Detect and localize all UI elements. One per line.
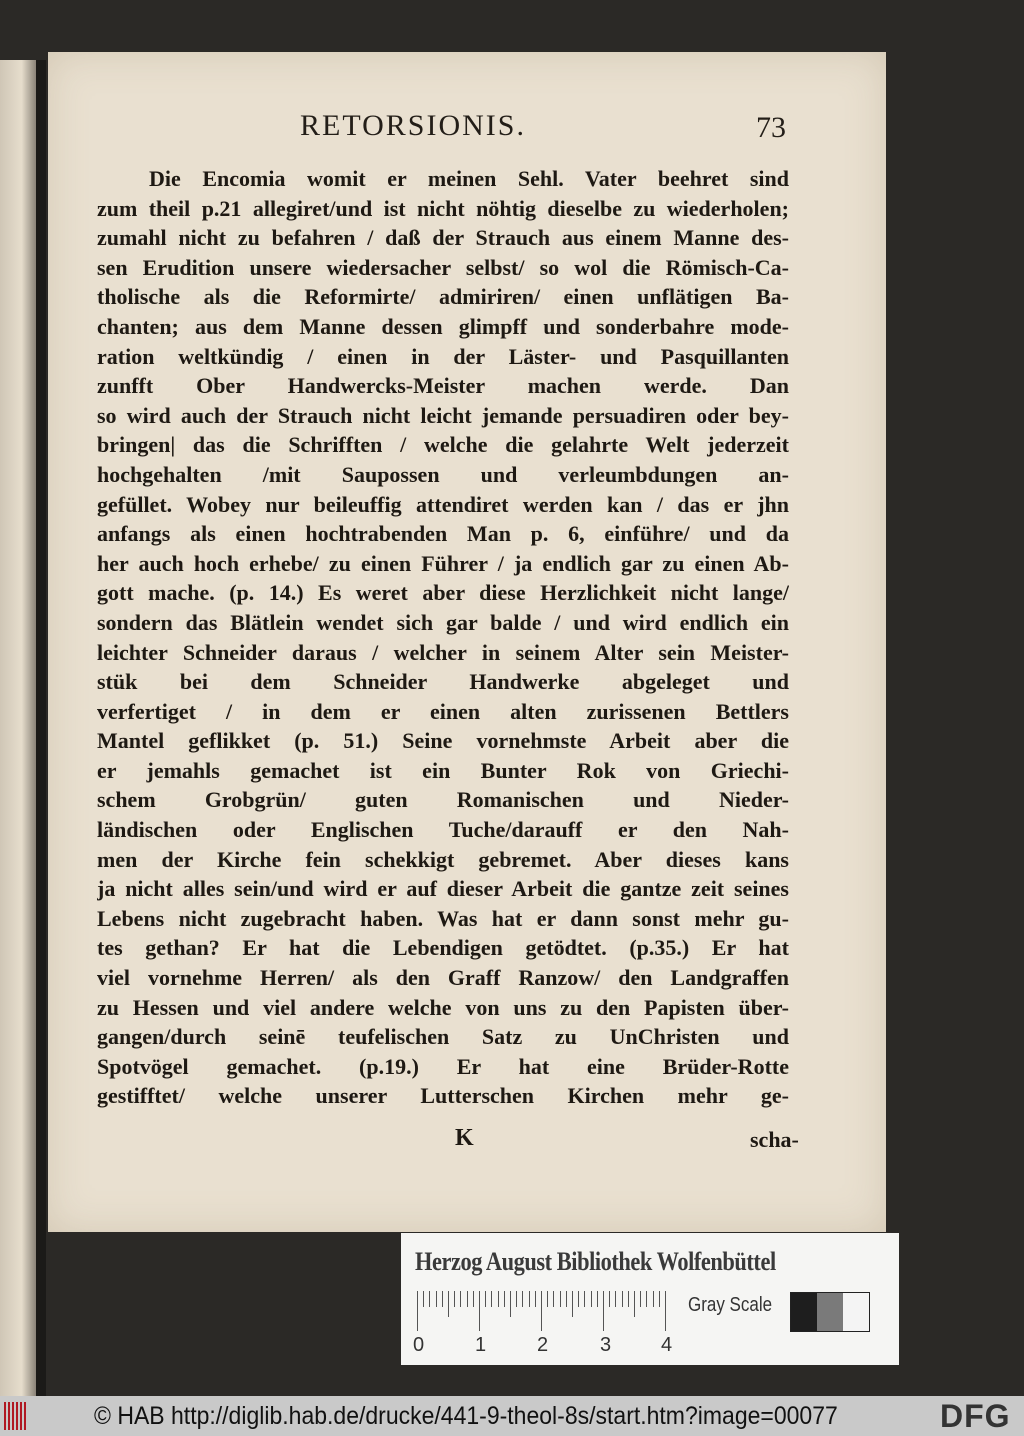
text-line: bringen| das die Schrifften / welche die gelahrte Welt jederzeit [97,432,789,458]
ruler-tick [553,1291,554,1307]
ruler-tick [609,1291,610,1307]
ruler-tick [560,1291,561,1307]
signature-mark: K [455,1125,474,1151]
text-line: sen Erudition unsere wiedersacher selbst/ so wol die Römisch-Ca- [97,254,789,280]
ruler-tick [442,1291,443,1307]
ruler-number: 1 [475,1334,487,1356]
ruler-number: 4 [661,1334,673,1356]
text-line: schem Grobgrün/ guten Romanischen und Nieder- [97,787,789,813]
ruler-tick [498,1291,499,1307]
ruler-tick [460,1291,461,1307]
text-line: er jemahls gemachet ist ein Bunter Rok von Griechi- [97,757,789,783]
ruler-tick [529,1291,530,1307]
text-line: leichter Schneider daraus / welcher in seinem Alter sein Meister- [97,639,789,665]
ruler-tick [522,1291,523,1307]
ruler-tick [436,1291,437,1307]
text-line: Spotvögel gemachet. (p.19.) Er hat eine Brüder-Rotte [97,1053,789,1079]
gray-swatch [817,1293,843,1331]
text-line: gestifftet/ welche unserer Lutterschen Kirchen mehr ge- [97,1083,789,1109]
ruler-tick [485,1291,486,1307]
hab-logo-icon [4,1402,26,1430]
gray-swatch [843,1293,869,1331]
text-line: gott mache. (p. 14.) Es weret aber diese Herzlichkeit nicht lange/ [97,580,789,606]
ruler-tick [566,1291,567,1307]
ruler-tick [578,1291,579,1307]
binding-shadow [36,60,46,1400]
ruler-tick [591,1291,592,1307]
ruler-tick [572,1291,573,1317]
catchword: scha- [750,1127,799,1152]
ruler-tick [473,1291,474,1307]
ruler-tick [504,1291,505,1307]
ruler-tick [516,1291,517,1307]
text-line: stük bei dem Schneider Handwerke abgeleget und [97,669,789,695]
ruler-tick [659,1291,660,1307]
page-number: 73 [756,111,786,144]
ruler-number: 2 [537,1334,549,1356]
adjacent-page-edge [0,60,36,1400]
text-line: zunfft Ober Handwercks-Meister machen werde. Dan [97,373,789,399]
ruler-tick [603,1291,604,1331]
text-line: ja nicht alles sein/und wird er auf dieser Arbeit die gantze zeit seines [97,876,789,902]
ruler-tick [584,1291,585,1307]
ruler-tick [628,1291,629,1307]
ruler-number: 3 [600,1334,612,1356]
ruler-tick [634,1291,635,1317]
text-line: sondern das Blätlein wendet sich gar balde / und wird endlich ein [97,609,789,635]
text-line: ration weltkündig / einen in der Läster- und Pasquillanten [97,343,789,369]
text-line: gangen/durch seinē teufelischen Satz zu UnChristen und [97,1024,789,1050]
ruler-tick [491,1291,492,1307]
ruler-tick [653,1291,654,1307]
page-text [97,164,789,1111]
gray-scale-swatches [790,1292,870,1332]
ruler-tick [640,1291,641,1307]
gray-scale-label: Gray Scale [688,1294,773,1316]
text-line: tes gethan? Er hat die Lebendigen getödtet. (p.35.) Er hat [97,935,789,961]
dfg-logo: DFG [940,1398,1011,1434]
ruler-tick [541,1291,542,1331]
text-line: zum theil p.21 allegiret/und ist nicht nöhtig dieselbe zu wiederholen; [97,195,789,221]
ruler-number: 0 [413,1334,425,1356]
running-head: RETORSIONIS. [300,109,526,142]
library-name: Herzog August Bibliothek Wolfenbüttel [415,1247,776,1276]
text-line: Lebens nicht zugebracht haben. Was hat er dann sonst mehr gu- [97,905,789,931]
ruler-scale [415,1291,705,1331]
text-line: men der Kirche fein schekkigt gebremet. Aber dieses kans [97,846,789,872]
text-line: ländischen oder Englischen Tuche/darauff er den Nah- [97,817,789,843]
ruler-tick [615,1291,616,1307]
text-line: anfangs als einen hochtrabenden Man p. 6, einführe/ und da [97,521,789,547]
text-line: hochgehalten /mit Saupossen und verleumbdungen an- [97,461,789,487]
ruler-tick [448,1291,449,1317]
text-line: so wird auch der Strauch nicht leicht jemande persuadiren oder bey- [97,402,789,428]
ruler-tick [510,1291,511,1317]
text-line: chanten; aus dem Manne dessen glimpff und sonderbahre mode- [97,313,789,339]
ruler-tick [417,1291,418,1331]
ruler-tick [622,1291,623,1307]
text-line: gefüllet. Wobey nur beileuffig attendiret werden kan / das er jhn [97,491,789,517]
ruler-tick [467,1291,468,1307]
footer-bar [0,1396,1024,1436]
ruler-tick [646,1291,647,1307]
text-line: zumahl nicht zu befahren / daß der Strauch aus einem Manne des- [97,225,789,251]
text-line: viel vornehme Herren/ als den Graff Ranzow/ den Landgraffen [97,965,789,991]
text-line: her auch hoch erhebe/ zu einen Führer / ja endlich gar zu einen Ab- [97,550,789,576]
ruler-tick [665,1291,666,1331]
permalink-text[interactable]: © HAB http://diglib.hab.de/drucke/441-9-theol-8s/start.htm?image=00077 [94,1402,838,1430]
ruler-tick [479,1291,480,1331]
ruler-tick [547,1291,548,1307]
text-line: tholische als die Reformirte/ admiriren/ einen unflätigen Ba- [97,284,789,310]
ruler-tick [597,1291,598,1307]
text-line: Mantel geflikket (p. 51.) Seine vornehmste Arbeit aber die [97,728,789,754]
text-line: Die Encomia womit er meinen Sehl. Vater beehret sind [149,166,789,191]
ruler-tick [535,1291,536,1307]
text-line: zu Hessen und viel andere welche von uns zu den Papisten über- [97,994,789,1020]
ruler-tick [423,1291,424,1307]
ruler-tick [429,1291,430,1307]
library-color-card [401,1233,899,1365]
ruler-tick [454,1291,455,1307]
gray-swatch [791,1293,817,1331]
text-line: verfertiget / in dem er einen alten zurissenen Bettlers [97,698,789,724]
